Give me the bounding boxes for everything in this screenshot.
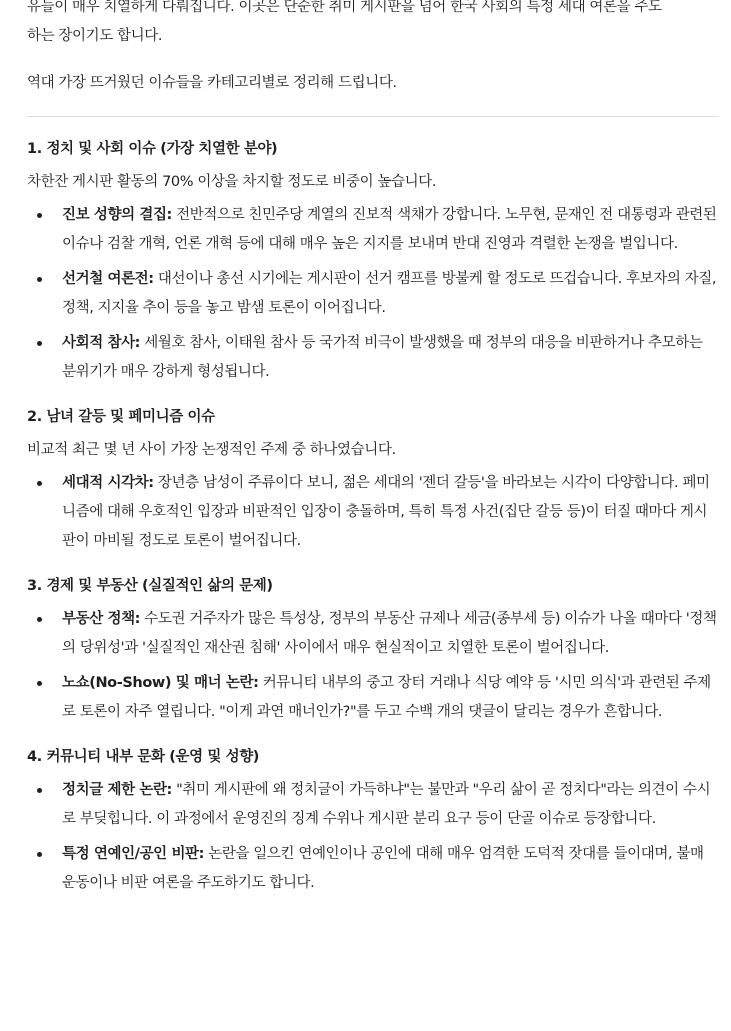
- bullet-list: [27, 469, 719, 556]
- section-subtitle: 비교적 최근 몇 년 사이 가장 논쟁적인 주제 중 하나였습니다.: [27, 442, 396, 458]
- bullet-item: [27, 776, 719, 834]
- section-heading: 3. 경제 및 부동산 (실질적인 삶의 문제): [27, 578, 273, 594]
- section-heading: 1. 정치 및 사회 이슈 (가장 치열한 분야): [27, 141, 278, 157]
- bullet-item: [27, 469, 719, 556]
- bullet-item: [27, 669, 719, 727]
- bullet-item: [27, 840, 719, 898]
- section-heading: 2. 남녀 갈등 및 페미니즘 이슈: [27, 409, 215, 425]
- bullet-item: [27, 201, 719, 259]
- intro-line-tail: 하는 장이기도 합니다.: [27, 28, 163, 44]
- bullet-label: 노쇼(No-Show) 및 매너 논란:: [62, 675, 259, 691]
- section-2: [27, 403, 719, 556]
- bullet-text: 전반적으로 친민주당 계열의 진보적 색채가 강합니다. 노무현, 문재인 전 대통령과 관련된 이슈나 검찰 개혁, 언론 개혁 등에 대해 매우 높은 지지를 보내며 반대 진영과 격렬한 논쟁을 벌입니다.: [62, 207, 717, 252]
- bullet-label: 선거철 여론전:: [62, 271, 154, 287]
- bullet-text: 커뮤니티 내부의 중고 장터 거래나 식당 예약 등 '시민 의식'과 관련된 주제로 토론이 자주 열립니다. "이게 과연 매너인가?"를 두고 수백 개의 댓글이 달리는 경우가 흔합니다.: [62, 675, 711, 720]
- bullet-text: 수도권 거주자가 많은 특성상, 정부의 부동산 규제나 세금(종부세 등) 이슈가 나올 때마다 '정책의 당위성'과 '실질적인 재산권 침해' 사이에서 매우 현실적이고 치열한 토론이 벌어집니다.: [62, 611, 717, 656]
- article-body: [27, 0, 719, 904]
- bullet-label: 진보 성향의 결집:: [62, 207, 172, 223]
- bullet-text: 논란을 일으킨 연예인이나 공인에 대해 매우 엄격한 도덕적 잣대를 들이대며, 불매 운동이나 비판 여론을 주도하기도 합니다.: [62, 846, 704, 891]
- sections-container: [27, 135, 719, 898]
- section-1: [27, 135, 719, 387]
- section-4: [27, 743, 719, 898]
- bullet-label: 정치글 제한 논란:: [62, 782, 172, 798]
- bullet-label: 부동산 정책:: [62, 611, 141, 627]
- bullet-label: 세대적 시각차:: [62, 475, 154, 491]
- bullet-list: [27, 605, 719, 727]
- bullet-item: [27, 265, 719, 323]
- section-divider: [27, 116, 719, 117]
- intro-summary: 역대 가장 뜨거웠던 이슈들을 카테고리별로 정리해 드립니다.: [27, 75, 397, 91]
- bullet-item: [27, 605, 719, 663]
- bullet-list: [27, 201, 719, 387]
- section-subtitle: 차한잔 게시판 활동의 70% 이상을 차지할 정도로 비중이 높습니다.: [27, 174, 437, 190]
- section-heading: 4. 커뮤니티 내부 문화 (운영 및 성향): [27, 749, 260, 765]
- bullet-text: 세월호 참사, 이태원 참사 등 국가적 비극이 발생했을 때 정부의 대응을 비판하거나 추모하는 분위기가 매우 강하게 형성됩니다.: [62, 335, 703, 380]
- bullet-text: 장년층 남성이 주류이다 보니, 젊은 세대의 '젠더 갈등'을 바라보는 시각이 다양합니다. 페미니즘에 대해 우호적인 입장과 비판적인 입장이 충돌하며, 특히 특정 사건(집단 갈등 등)이 터질 때마다 게시판이 마비될 정도로 토론이 벌어집니다.: [62, 475, 710, 549]
- section-3: [27, 572, 719, 727]
- intro-line-top: 유들이 매우 치열하게 다뤄집니다. 이곳은 단순한 취미 게시판을 넘어 한국 사회의 특정 세대 여론을 주도: [27, 0, 662, 15]
- bullet-list: [27, 776, 719, 898]
- bullet-label: 사회적 참사:: [62, 335, 141, 351]
- bullet-text: 대선이나 총선 시기에는 게시판이 선거 캠프를 방불케 할 정도로 뜨겁습니다. 후보자의 자질, 정책, 지지율 추이 등을 놓고 밤샘 토론이 이어집니다.: [62, 271, 717, 316]
- bullet-text: "취미 게시판에 왜 정치글이 가득하냐"는 불만과 "우리 삶이 곧 정치다"라는 의견이 수시로 부딪힙니다. 이 과정에서 운영진의 징계 수위나 게시판 분리 요구 등이 단골 이슈로 등장합니다.: [62, 782, 711, 827]
- bullet-item: [27, 329, 719, 387]
- bullet-label: 특정 연예인/공인 비판:: [62, 846, 205, 862]
